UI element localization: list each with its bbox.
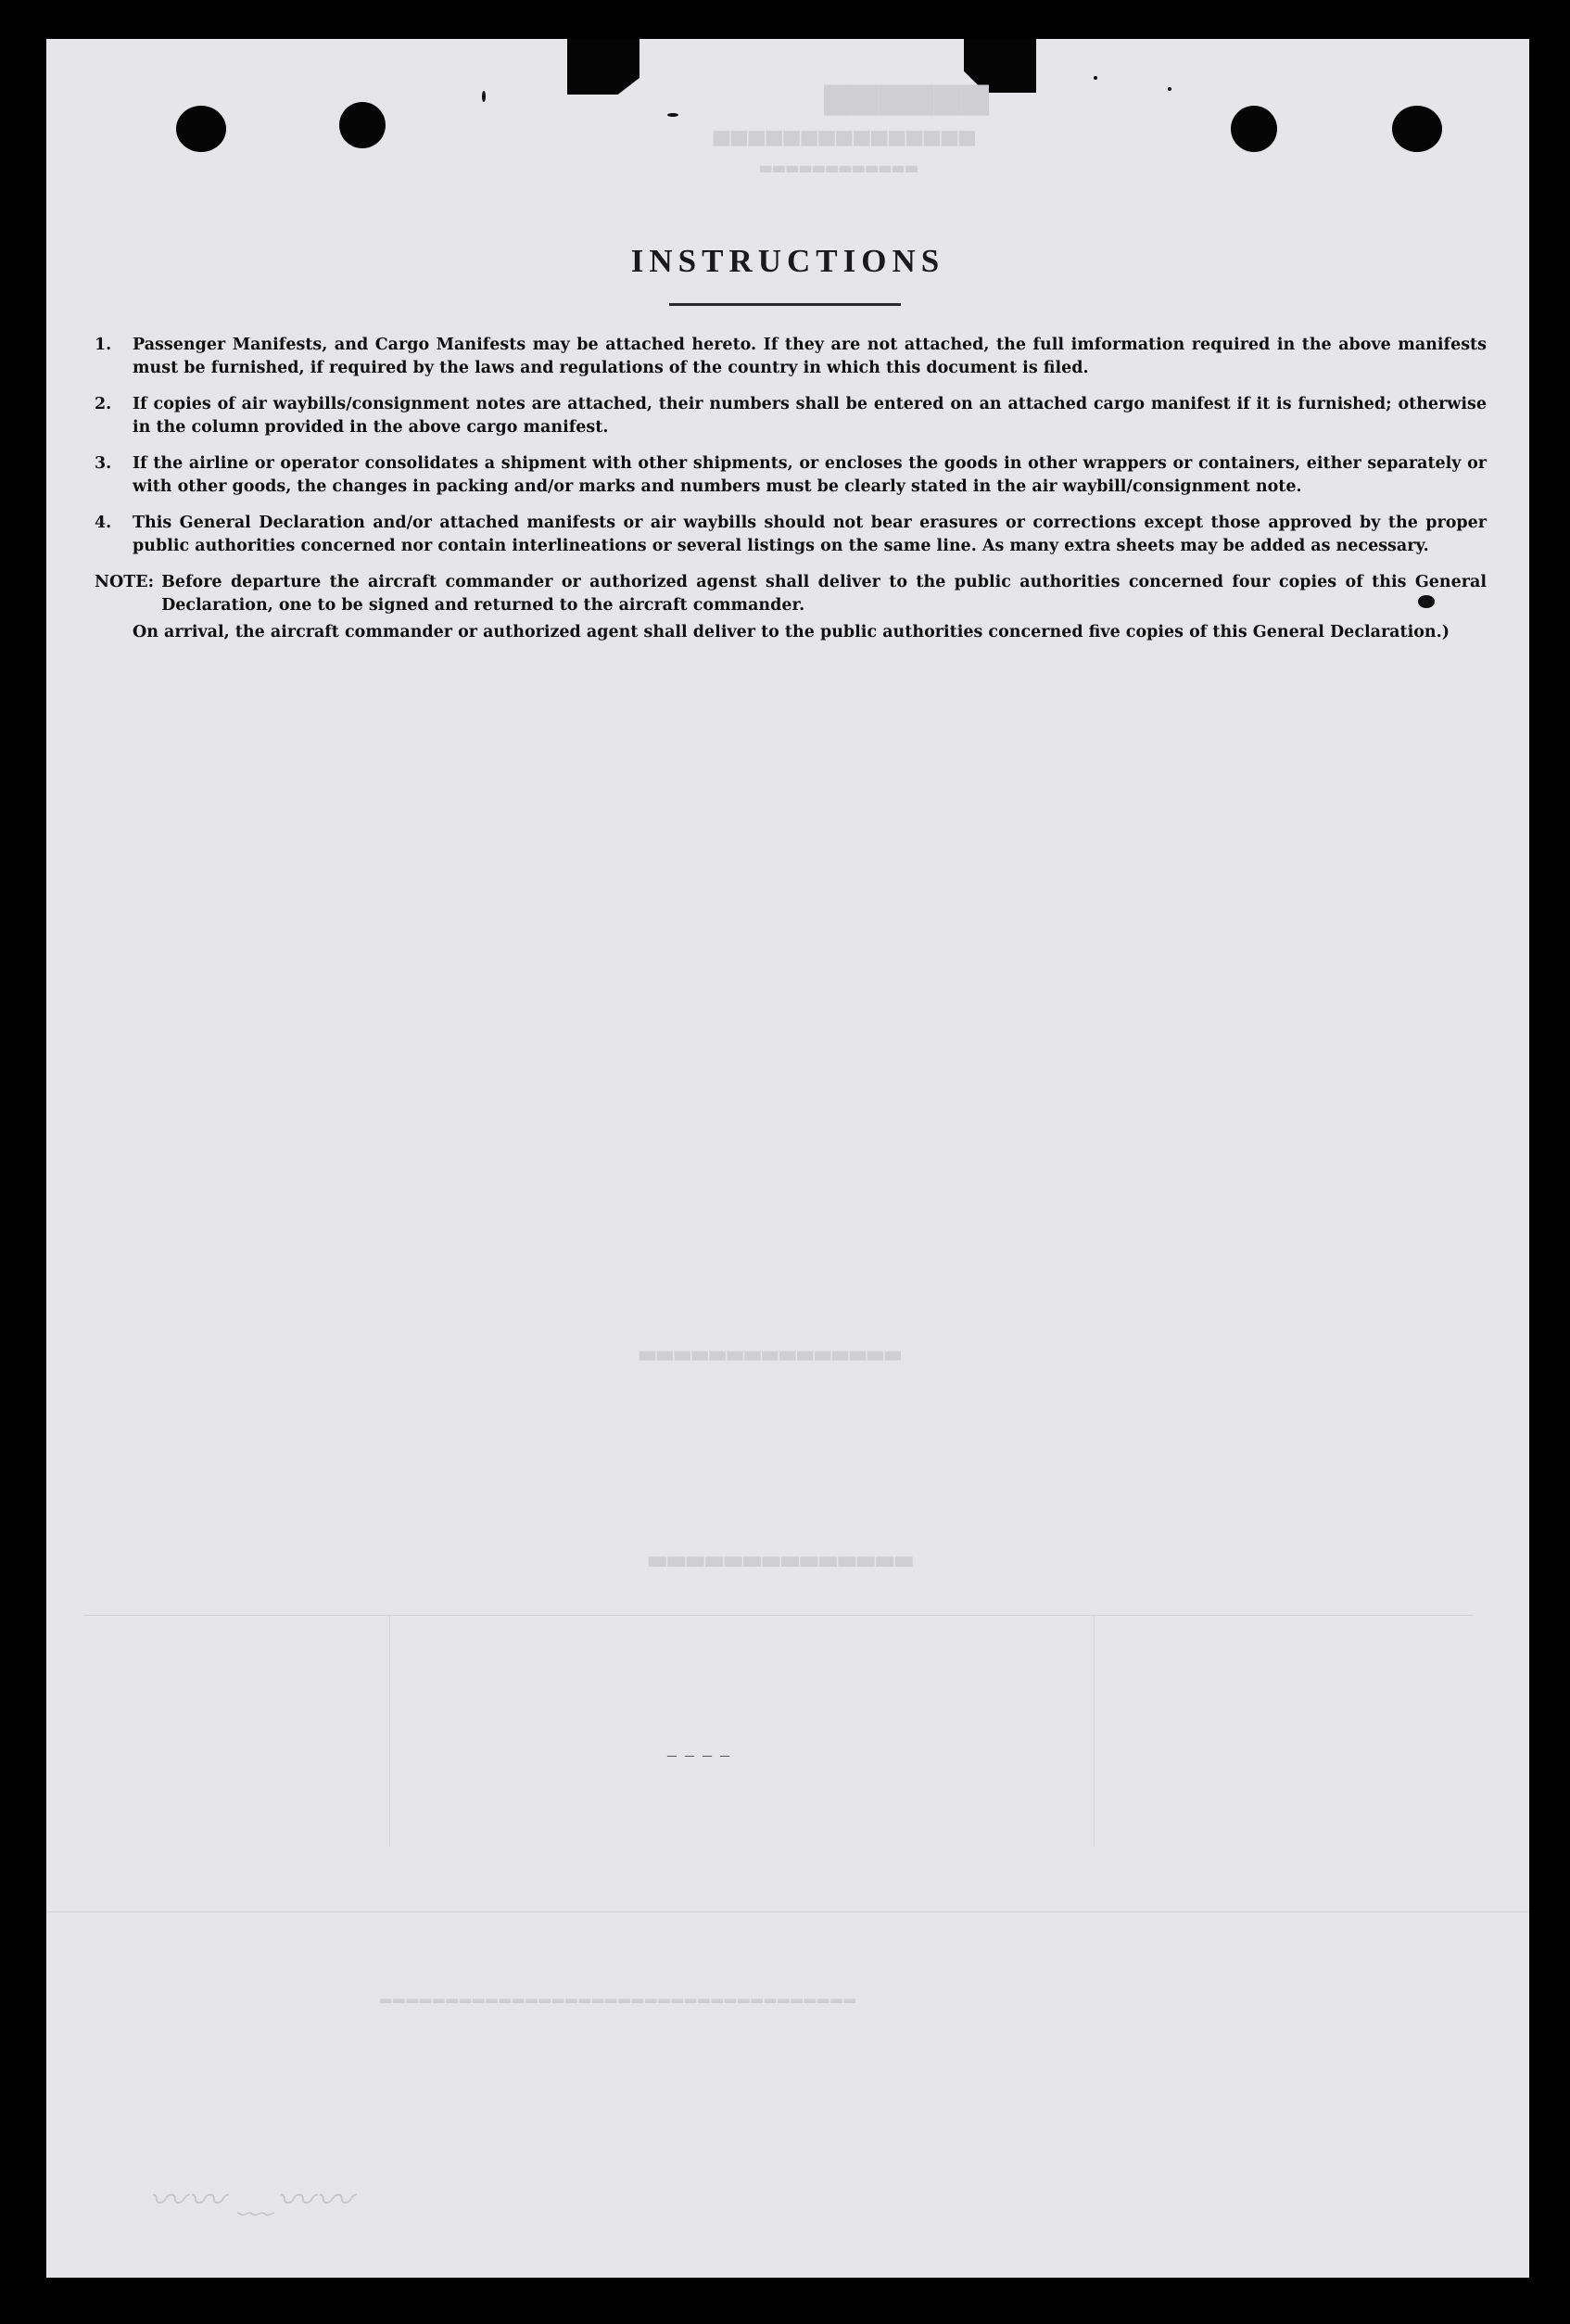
instructions-heading: INSTRUCTIONS: [630, 243, 945, 279]
instruction-item: [95, 452, 1487, 499]
note-text: Before departure the aircraft commander or authorized agenst shall deliver to the public authorities concerned four copies of this General Declaration, one to be signed and returned to the aircraft commander.: [161, 573, 1487, 615]
punch-hole-right-1: [1231, 106, 1277, 152]
note-first-paragraph: [95, 571, 1487, 617]
note-block: [95, 571, 1487, 644]
punch-hole-left-1: [176, 106, 226, 152]
instruction-item: [95, 393, 1487, 439]
speck: [667, 113, 678, 117]
bleed-through-rule: [83, 1615, 1474, 1616]
note-label: NOTE:: [95, 573, 155, 591]
instruction-number: 3.: [95, 454, 112, 473]
speck: [482, 91, 486, 102]
instruction-item: [95, 334, 1487, 380]
bleed-through-signature: 〰〰 ﹏〰〰: [148, 2179, 354, 2221]
bleed-through-dashes: – – – –: [667, 1745, 731, 1765]
note-second-paragraph: [95, 621, 1487, 644]
instruction-text: If copies of air waybills/consignment notes are attached, their numbers shall be entered on an attached cargo manifest if it is furnished; otherwise in the column provided in the above cargo manifest.: [133, 395, 1487, 437]
instruction-text: If the airline or operator consolidates a shipment with other shipments, or encloses the goods in other wrappers or containers, either separately or with other goods, the changes in packing and/or marks and numbers must be clearly stated in the air waybill/consignment note.: [133, 454, 1487, 496]
instruction-number: 1.: [95, 336, 112, 354]
bleed-through-column: [1094, 1615, 1095, 1847]
instruction-text: Passenger Manifests, and Cargo Manifests may be attached hereto. If they are not attached, the full imformation required in the above manifests must be furnished, if required by the laws and regulations of the country in which this document is filed.: [133, 336, 1487, 377]
heading-underline: [669, 303, 901, 306]
punch-hole-right-2: [1392, 106, 1442, 152]
document-page: [46, 39, 1529, 2278]
bleed-through-header: ▆▆▆▆▆▆: [825, 77, 991, 114]
speck: [1168, 87, 1171, 91]
punch-hole-left-2: [339, 102, 386, 148]
top-notch-left: [567, 39, 639, 95]
bleed-through-rule-2: [46, 1911, 1529, 1912]
instruction-number: 4.: [95, 514, 112, 532]
bleed-through-subheader: ▅▅▅▅▅▅▅▅▅▅▅▅▅▅▅: [714, 122, 977, 146]
bleed-through-column-2: [389, 1615, 390, 1847]
speck: [1094, 76, 1097, 80]
bleed-through-heading-lower: ▃▃▃▃▃▃▃▃▃▃▃▃▃▃: [649, 1543, 915, 1567]
bleed-through-subheader-2: ▃▃▃▃▃▃▃▃▃▃▃▃: [760, 157, 919, 172]
note-arrival-text: On arrival, the aircraft commander or authorized agent shall deliver to the public authorities concerned five copies of this General Declaration.): [133, 623, 1450, 641]
instructions-list: [95, 334, 1487, 644]
instruction-text: This General Declaration and/or attached manifests or air waybills should not bear erasures or corrections except those approved by the proper public authorities concerned nor contain interlineations or several listings on the same line. As many extra sheets may be added as necessary.: [133, 514, 1487, 555]
bleed-through-heading-middle: ▃▃▃▃▃▃▃▃▃▃▃▃▃▃▃: [639, 1337, 903, 1360]
instruction-item: [95, 512, 1487, 558]
bleed-through-signature-block: ▂▂▂▂▂▂▂▂▂▂▂▂▂▂▂▂▂▂▂▂▂▂▂▂▂▂▂▂▂▂▂▂▂▂▂▂: [380, 1987, 857, 2003]
instruction-number: 2.: [95, 395, 112, 413]
